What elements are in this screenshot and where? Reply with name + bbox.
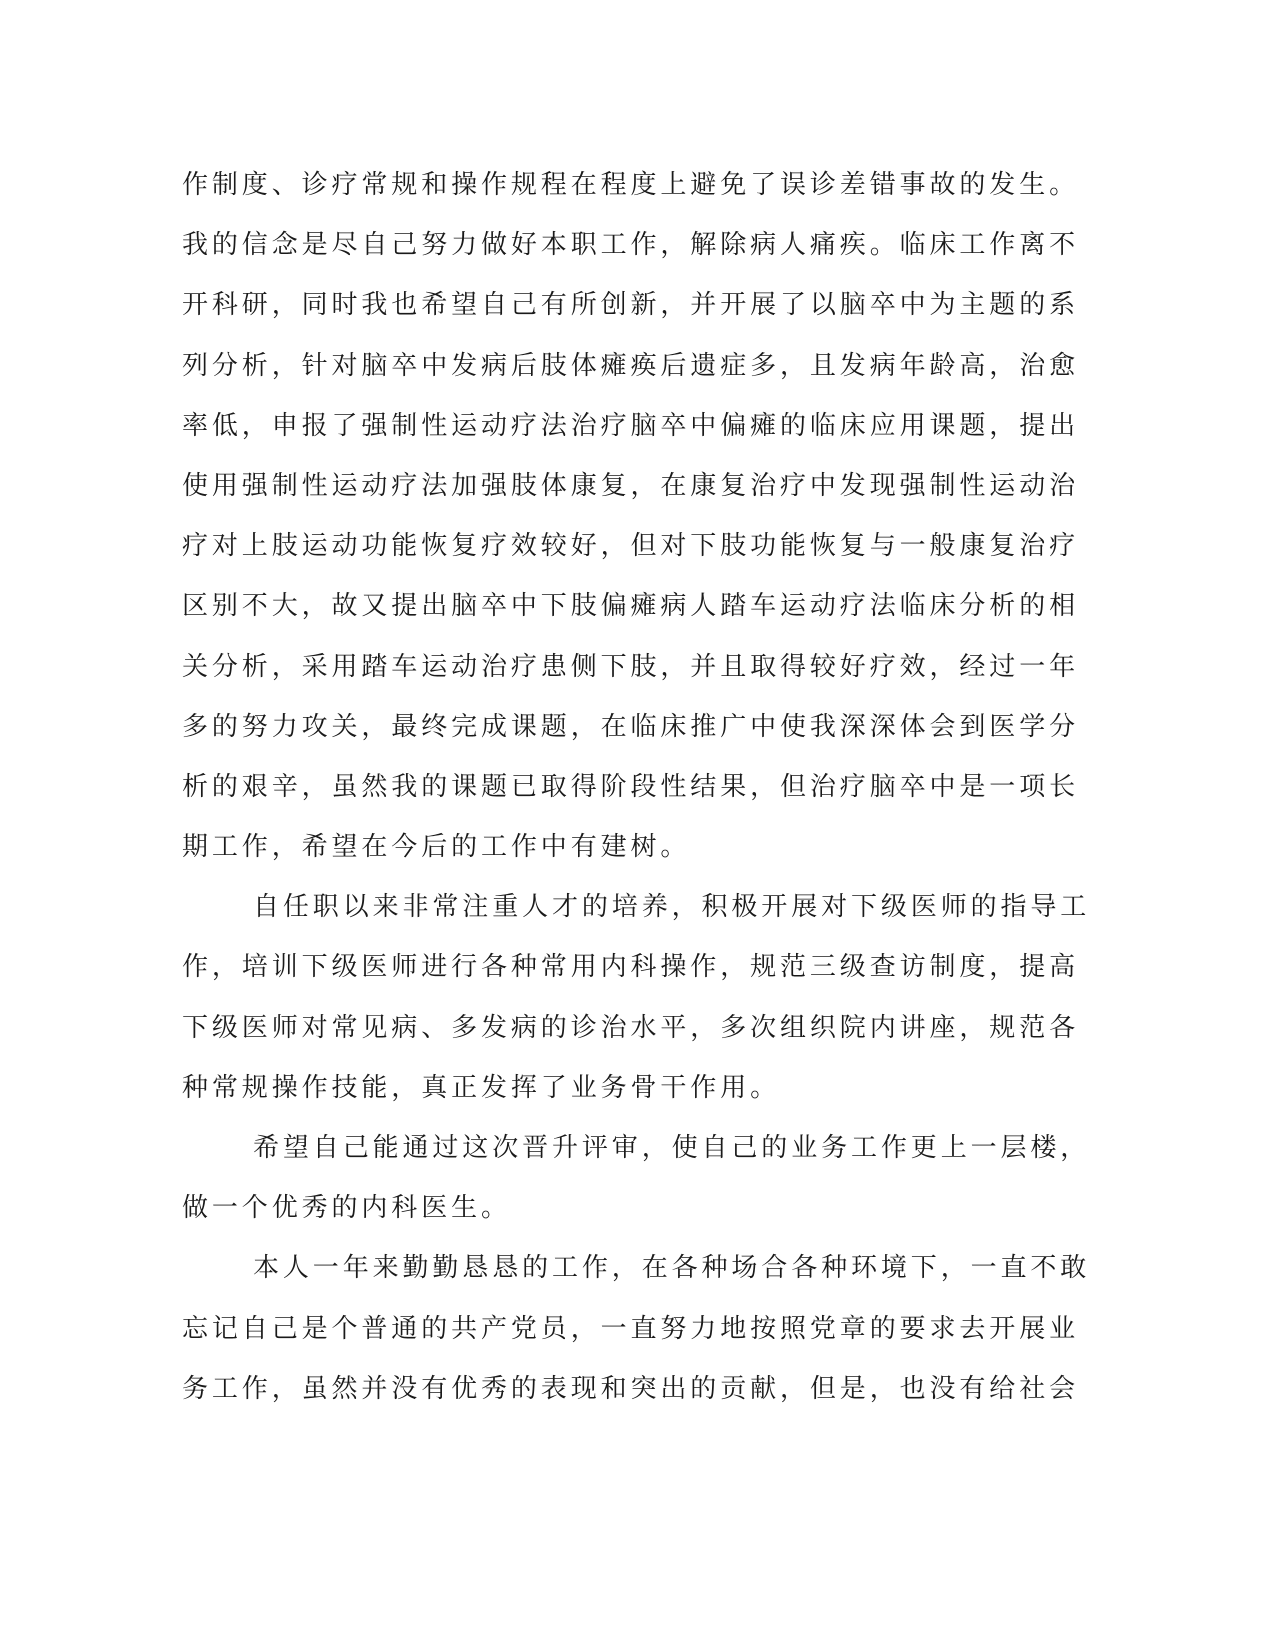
text-line: 自任职以来非常注重人才的培养，积极开展对下级医师的指导工	[253, 892, 1091, 923]
text-line: 做一个优秀的内科医生。	[182, 1193, 511, 1224]
paragraph-party-member	[182, 1238, 1091, 1419]
text-line: 疗对上肢运动功能恢复疗效较好，但对下肢功能恢复与一般康复治疗	[182, 531, 1080, 562]
text-line: 作，培训下级医师进行各种常用内科操作，规范三级查访制度，提高	[182, 952, 1080, 983]
text-line: 忘记自己是个普通的共产党员，一直努力地按照党章的要求去开展业	[182, 1313, 1080, 1344]
text-line: 我的信念是尽自己努力做好本职工作，解除病人痛疾。临床工作离不	[182, 230, 1080, 261]
text-line: 下级医师对常见病、多发病的诊治水平，多次组织院内讲座，规范各	[182, 1012, 1080, 1043]
text-line: 列分析，针对脑卒中发病后肢体瘫痪后遗症多，且发病年龄高，治愈	[182, 350, 1080, 381]
text-line: 关分析，采用踏车运动治疗患侧下肢，并且取得较好疗效，经过一年	[182, 651, 1080, 682]
paragraph-clinical-research	[182, 155, 1080, 877]
text-line: 作制度、诊疗常规和操作规程在程度上避免了误诊差错事故的发生。	[182, 170, 1080, 200]
paragraph-promotion-hope	[182, 1118, 1091, 1238]
text-line: 期工作，希望在今后的工作中有建树。	[182, 832, 691, 863]
text-line: 使用强制性运动疗法加强肢体康复，在康复治疗中发现强制性运动治	[182, 470, 1080, 501]
text-line: 多的努力攻关，最终完成课题，在临床推广中使我深深体会到医学分	[182, 711, 1080, 742]
document-page	[182, 155, 1091, 1419]
text-line: 种常规操作技能，真正发挥了业务骨干作用。	[182, 1072, 781, 1103]
text-line: 析的艰辛，虽然我的课题已取得阶段性结果，但治疗脑卒中是一项长	[182, 771, 1080, 802]
text-line: 务工作，虽然并没有优秀的表现和突出的贡献，但是，也没有给社会	[182, 1373, 1080, 1404]
paragraph-talent-training	[182, 877, 1091, 1118]
text-line: 本人一年来勤勤恳恳的工作，在各种场合各种环境下，一直不敢	[253, 1253, 1091, 1284]
text-line: 开科研，同时我也希望自己有所创新，并开展了以脑卒中为主题的系	[182, 290, 1080, 321]
text-line: 区别不大，故又提出脑卒中下肢偏瘫病人踏车运动疗法临床分析的相	[182, 591, 1080, 622]
text-line: 希望自己能通过这次晋升评审，使自己的业务工作更上一层楼，	[253, 1133, 1091, 1163]
text-line: 率低，申报了强制性运动疗法治疗脑卒中偏瘫的临床应用课题，提出	[182, 410, 1080, 441]
